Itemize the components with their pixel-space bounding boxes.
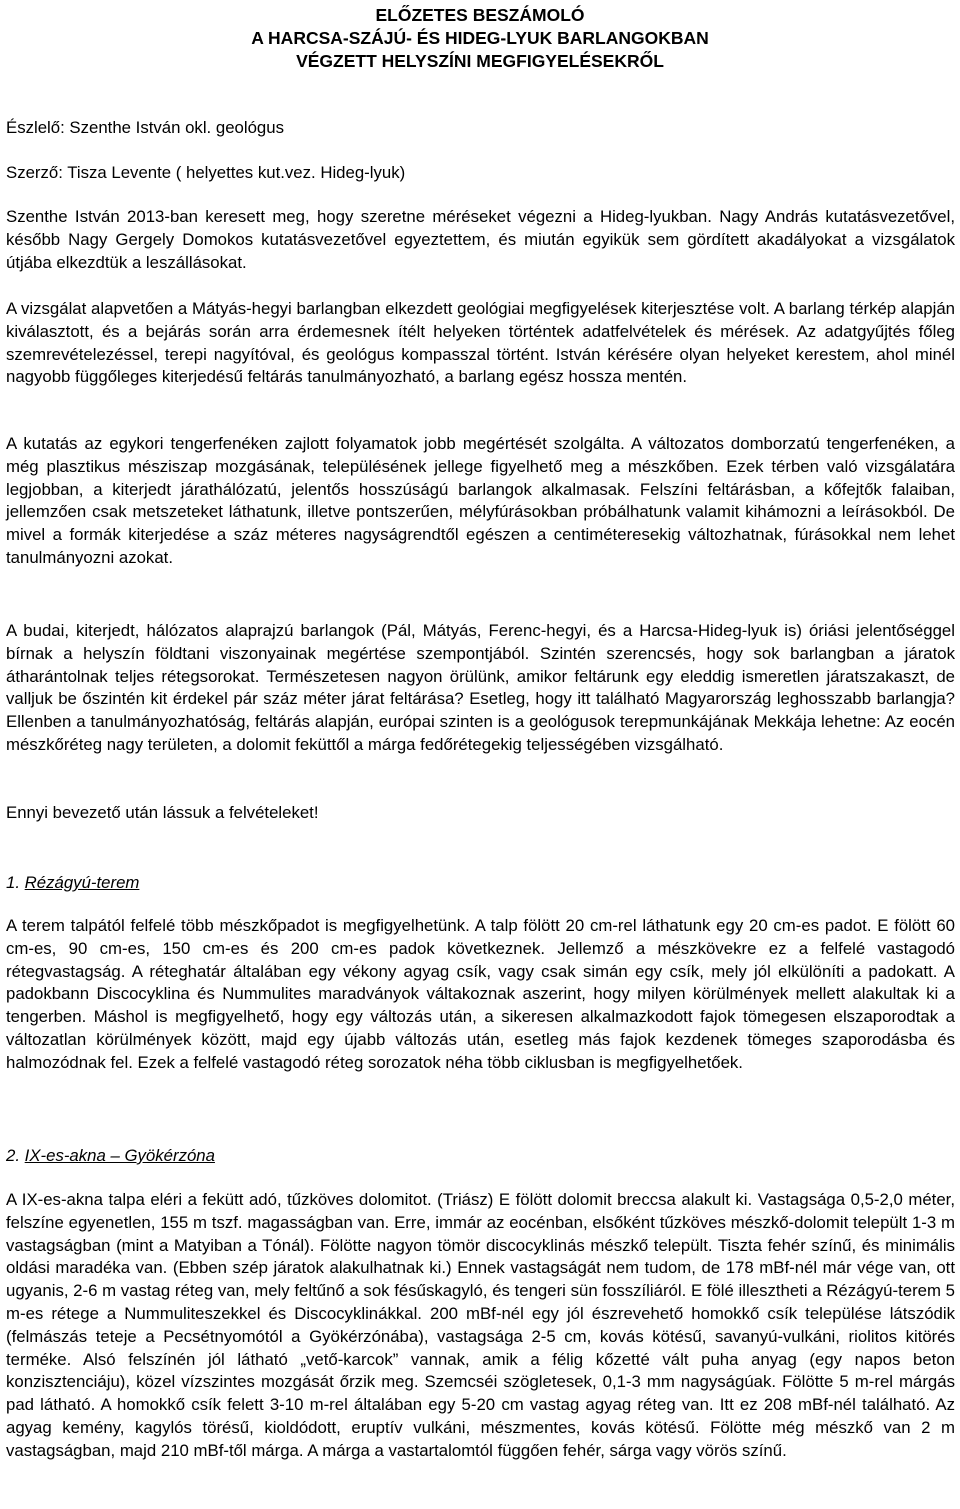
paragraph-method: A vizsgálat alapvetően a Mátyás-hegyi barlangban elkezdett geológiai megfigyelések kiterjesztése volt. A barlang térkép alapján kiválasztott, és a bejárás során arra érdemesnek ítélt helyeken történtek adatfelvételek és mérések. Az adatgyűjtés főleg szemrevételezéssel, terepi nagyítóval, és geológus kompasszal történt. István kérésére olyan helyeket kerestem, ahol minél nagyobb függőleges kiterjedésű feltárás tanulmányozható, a barlang egész hossza mentén. bbox=[6, 299, 955, 387]
title-line-2: A HARCSA-SZÁJÚ- ÉS HIDEG-LYUK BARLANGOKBAN bbox=[251, 28, 709, 48]
section-heading-1 bbox=[6, 871, 139, 894]
paragraph-research-goal: A kutatás az egykori tengerfenéken zajlott folyamatok jobb megértését szolgálta. A változatos domborzatú tengerfenéken, a még plasztikus mésziszap mozgásának, településének jellege figyelhető meg a mészkőben. Ezek térben való vizsgálatára legjobban, a kiterjedt járathálózatú, jelentős hosszúságú barlangok alkalmasak. Felszíni feltárásban, a kőfejtők falaiban, jellemzően csak metszeteket láthatunk, illetve pontszerűen, mélyfúrásokban próbálhatunk valamit kihámozni a leírásokból. De mivel a formák kiterjedése a száz méteres nagyságrendtől egészen a centiméteresekig változhatnak, fúrásokkal nem lehet tanulmányozni azokat. bbox=[6, 434, 955, 567]
paragraph-caves-significance: A budai, kiterjedt, hálózatos alaprajzú barlangok (Pál, Mátyás, Ferenc-hegyi, és a Harcsa-Hideg-lyuk is) óriási jelentőséggel bírnak a helyszín földtani viszonyainak megértése szempontjából. Szintén szerencsés, hogy sok barlangban a járatok átharántolnak teljes rétegsorokat. Természetesen nagyon örülünk, amikor feltárunk egy eleddig ismeretlen járatszakaszt, de valljuk be őszintén kit érdekel pár száz méter járat feltárása? Esetleg, hogy itt található Magyarország leghosszabb barlangja? Ellenben a tanulmányozhatóság, feltárás alapján, európai szinten is a geológusok terepmunkájának Mekkája lehetne: Az eocén mészkőréteg nagy területen, a dolomit feküttől a márga fedőrétegekig teljességében vizsgálható. bbox=[6, 621, 955, 754]
observer-line: Észlelő: Szenthe István okl. geológus bbox=[6, 118, 284, 137]
section-title-2: IX-es-akna – Gyökérzóna bbox=[24, 1146, 215, 1165]
section-number-2: 2. bbox=[6, 1146, 25, 1165]
section-title-1: Rézágyú-terem bbox=[24, 873, 140, 892]
title-line-3: VÉGZETT HELYSZÍNI MEGFIGYELÉSEKRŐL bbox=[296, 51, 664, 71]
section-number-1: 1. bbox=[6, 873, 25, 892]
paragraph-transition: Ennyi bevezető után lássuk a felvételeket! bbox=[6, 803, 319, 822]
section-text-1: A terem talpától felfelé több mészkőpadot is megfigyelhetünk. A talp fölött 20 cm-rel láthatunk egy 20 cm-es padot. E fölött 60 cm-es, 90 cm-es, 150 cm-es és 200 cm-es padok következnek. Jellemző a mészkövekre ez a felfelé vastagodó rétegvastagság. A réteghatár általában egy vékony agyag csík, vagy csak simán egy csík, mely jól elkülöníti a padokatt. A padokbann Discocyklina és Nummulites maradványok váltakoznak aszerint, hogy milyen körülmények mellett alakultak ki a tengerben. Máshol is megfigyelhető, hogy egy változás után, a sikeresen alkalmazkodott fajok tömegesen elszaporodtak a változatlan körülmények között, majd egy újabb változás után, esetleg más fajok kezdenek tömeges szaporodásba és halmozódnak fel. Ezek a felfelé vastagodó réteg sorozatok néha több ciklusban is megfigyelhetőek. bbox=[6, 916, 955, 1072]
author-line: Szerző: Tisza Levente ( helyettes kut.vez. Hideg-lyuk) bbox=[6, 163, 406, 182]
paragraph-intro: Szenthe István 2013-ban keresett meg, hogy szeretne méréseket végezni a Hideg-lyukban. Nagy András kutatásvezetővel, később Nagy Gergely Domokos kutatásvezetővel egyeztettem, és miután egyikük sem gördített akadályokat a vizsgálatok útjába elkezdtük a leszállásokat. bbox=[6, 207, 955, 272]
title-line-1: ELŐZETES BESZÁMOLÓ bbox=[375, 5, 585, 25]
section-text-2: A IX-es-akna talpa eléri a fekütt adó, tűzköves dolomitot. (Triász) E fölött dolomit breccsa alakult ki. Vastagsága 0,5-2,0 méter, felszíne egyenetlen, 155 m tszf. magasságban van. Erre, immár az eocénban, elsőként tűzköves mészkő-dolomit települt 1-3 m vastagságban (mint a Matyiban a Tónál). Fölötte nagyon tömör discocyklinás mészkő települt. Tiszta fehér színű, és minimális oldási maradéka van. (Ebben szép járatok alakulhatnak ki.) Ennek vastagságát nem tudom, de 178 mBf-nél már vége van, ott ugyanis, 2-6 m vastag réteg van, mely feltűnő a sok fésűskagyló, és tengeri sün fosszíliáról. E fölé illesztheti a Rézágyú-terem 5 m-es rétege a Nummuliteszekkel és Discocyklinákkal. 200 mBf-nél egy jól észrevehető homokkő csík települése látszódik (felmászás teteje a Pecsétnyomótól a Gyökérzónába), vastagsága 2-5 cm, kovás kötésű, savanyú-vulkáni, riolitos kitörés terméke. Alsó felszínén jól látható „vető-karcok” vannak, amik a félig kőzetté vált puha anyag (egy napos beton konzisztenciáju), közel vízszintes mozgását őrzik meg. Szemcséi szögletesek, 0,1-3 mm nagyságúak. Fölötte 5 m-rel márgás pad látható. A homokkő csík felett 3-10 m-rel általában egy 5-20 cm vastag agyag réteg van. Itt ez 208 mBf-nél található. Az agyag kemény, kagylós törésű, kioldódott, eruptív vulkáni, mészmentes, kovás kötésű. Fölötte még mészkő van 2 m vastagságban, majd 210 mBf-től márga. A márga a vastartalomtól függően fehér, sárga vagy vörös színű. bbox=[6, 1190, 955, 1460]
document-title bbox=[0, 4, 960, 73]
section-heading-2 bbox=[6, 1144, 215, 1167]
